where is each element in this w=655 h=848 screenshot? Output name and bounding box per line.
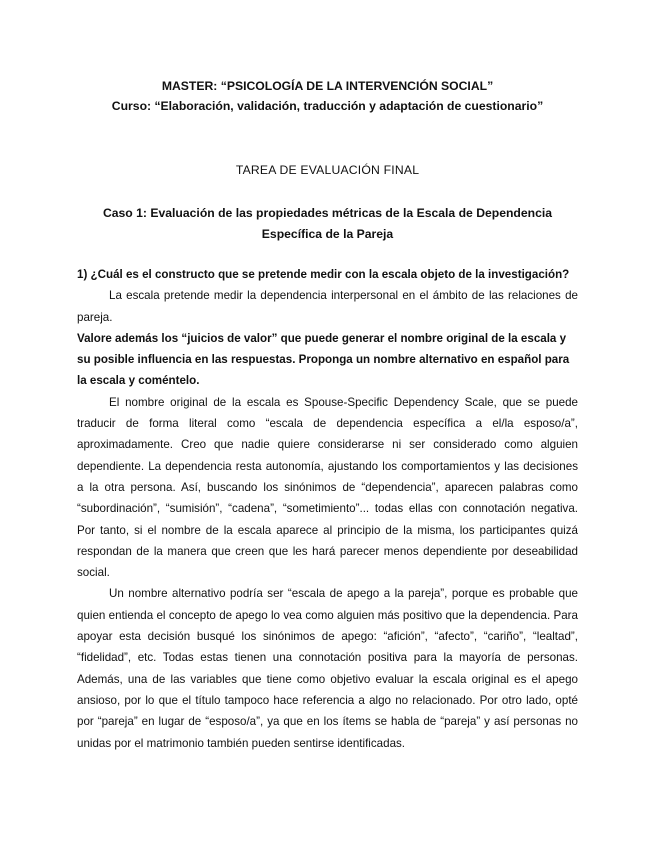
answer-1-paragraph: La escala pretende medir la dependencia interpersonal en el ámbito de las relaciones de pareja. (77, 289, 578, 324)
answer-2-paragraph-2: Un nombre alternativo podría ser “escala de apego a la pareja”, porque es probable que quien entienda el concepto de apego lo vea como alguien más positivo que la dependencia. Para apoyar esta decisión busqué los sinónimos de apego: “afición”, “afecto”, “cariño”, “lealtad”, “fidelidad”, etc. Todas estas tienen una connotación positiva para la mayoría de personas. Además, una de las variables que tiene como objetivo evaluar la escala original es el apego ansioso, por lo que el título tampoco hace referencia a algo no relacionado. Por otro lado, opté por “pareja” en lugar de “esposo/a”, ya que en los ítems se habla de “pareja” y así personas no unidas por el matrimonio también pueden sentirse identificadas. (77, 587, 578, 750)
question-2: Valore además los “juicios de valor” que puede generar el nombre original de la escala y su posible influencia en las respuestas. Proponga un nombre alternativo en español para la escala y coméntelo. (77, 331, 570, 388)
case-title: Caso 1: Evaluación de las propiedades métricas de la Escala de Dependencia Específica de la Pareja (102, 206, 553, 241)
master-title: MASTER: “PSICOLOGÍA DE LA INTERVENCIÓN SOCIAL” (161, 79, 494, 93)
answer-2-paragraph-1: El nombre original de la escala es Spouse-Specific Dependency Scale, que se puede traducir de forma literal como “escala de dependencia específica a el/la esposo/a”, aproximadamente. Creo que nadie quiere considerarse ni ser considerado como alguien dependiente. La dependencia resta autonomía, ajustando los comportamientos y las decisiones a la otra persona. Así, buscando los sinónimos de “dependencia”, aparecen palabras como “subordinación”, “sumisión”, “cadena”, “sometimiento”... todas ellas con connotación negativa. Por tanto, si el nombre de la escala aparece al principio de la misma, los participantes quizá respondan de la manera que creen que les hará parecer menos dependiente por deseabilidad social. (77, 395, 578, 580)
course-title: Curso: “Elaboración, validación, traducción y adaptación de cuestionario” (111, 99, 544, 113)
question-1: 1) ¿Cuál es el constructo que se pretende medir con la escala objeto de la investigación? (77, 268, 570, 281)
task-title: TAREA DE EVALUACIÓN FINAL (235, 163, 420, 177)
document-body (77, 264, 578, 754)
